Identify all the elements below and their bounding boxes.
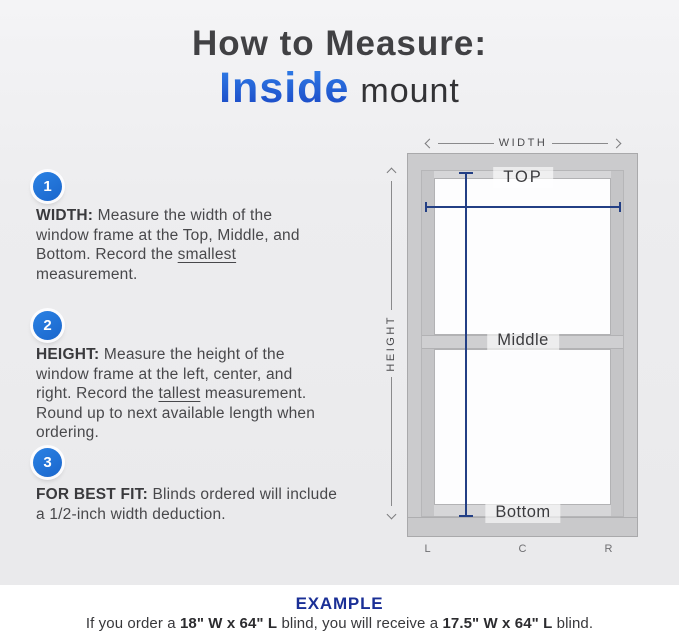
top-position-label: TOP: [493, 167, 553, 188]
width-dimension-arrow: [426, 136, 620, 150]
window-lower-pane: [434, 349, 611, 505]
marker-right: R: [604, 543, 614, 555]
step-3-number: 3: [43, 454, 52, 471]
page-title: How to Measure:: [191, 24, 488, 63]
arrow-line: [391, 377, 392, 506]
bottom-position-label: Bottom: [485, 502, 560, 523]
marker-center: C: [518, 543, 528, 555]
middle-position-label: Middle: [487, 330, 559, 351]
subtitle-rest: mount: [360, 72, 460, 110]
step-1-number: 1: [43, 178, 52, 195]
height-dimension-label: HEIGHT: [385, 315, 397, 372]
example-text-1: If you order a: [85, 615, 180, 632]
step-1-line1: Measure the width of the: [93, 207, 273, 224]
example-heading: EXAMPLE: [295, 594, 384, 613]
step-1-line3: Bottom. Record the: [36, 246, 178, 263]
step-2-line3: right. Record the: [36, 385, 159, 402]
arrow-line: [391, 181, 392, 310]
example-section: [0, 585, 679, 642]
example-received-size: 17.5" W x 64" L: [442, 615, 553, 632]
arrow-down-icon: [386, 510, 396, 520]
arrow-line: [438, 143, 494, 144]
arrow-line: [552, 143, 608, 144]
step-1-line4: measurement.: [36, 265, 138, 283]
step-2-underlined-word: tallest: [158, 385, 201, 402]
arrow-left-icon: [425, 138, 435, 148]
example-text-3: blind.: [552, 615, 594, 632]
example-sentence: [0, 615, 679, 632]
example-text-2: blind, you will receive a: [277, 615, 443, 632]
window-upper-pane: [434, 178, 611, 335]
width-dimension-label: WIDTH: [498, 137, 548, 149]
step-2-number: 2: [43, 317, 52, 334]
arrow-up-icon: [386, 168, 396, 178]
height-measure-line: [465, 172, 467, 517]
step-2-line2: window frame at the left, center, and: [36, 365, 293, 383]
step-1-badge: [33, 172, 62, 201]
step-1-keyword: WIDTH:: [36, 207, 94, 224]
step-1-text: [36, 206, 386, 284]
step-2-line1: Measure the height of the: [99, 346, 285, 363]
example-ordered-size: 18" W x 64" L: [179, 615, 278, 632]
step-3-text: [36, 485, 386, 524]
step-2-line4: Round up to next available length when: [36, 404, 316, 422]
step-2-keyword: HEIGHT:: [36, 346, 100, 363]
step-3-keyword: FOR BEST FIT:: [36, 486, 148, 503]
step-1-line2: window frame at the Top, Middle, and: [36, 226, 300, 244]
arrow-right-icon: [612, 138, 622, 148]
step-2-badge: [33, 311, 62, 340]
height-dimension-arrow: [383, 169, 399, 518]
step-2-text: [36, 345, 386, 443]
width-measure-line: [425, 206, 621, 208]
marker-left: L: [424, 543, 432, 555]
step-2-line3b: measurement.: [200, 385, 307, 402]
page-subtitle: [0, 64, 679, 113]
step-3-badge: [33, 448, 62, 477]
step-2-line5: ordering.: [36, 424, 99, 441]
step-3-line1: Blinds ordered will include: [147, 486, 338, 503]
step-1-underlined-word: smallest: [177, 246, 237, 263]
subtitle-accent: Inside: [219, 64, 350, 112]
step-3-line2: a 1/2-inch width deduction.: [36, 505, 226, 523]
